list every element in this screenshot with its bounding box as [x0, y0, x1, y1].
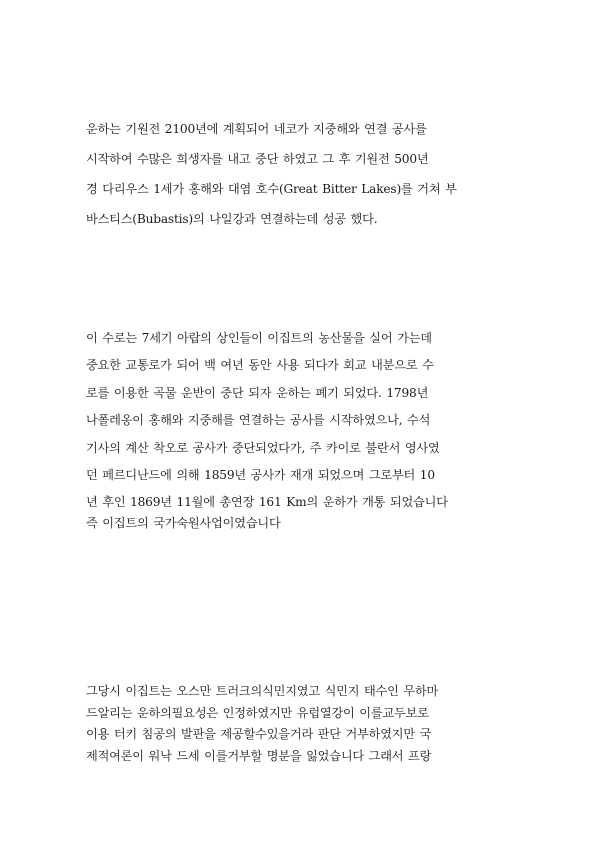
text-line: 경 다리우스 1세가 홍해와 대염 호수(Great Bitter Lakes)를 거쳐 부: [86, 182, 457, 196]
text-line: 로를 이용한 곡물 운반이 중단 되자 운하는 폐기 되었다. 1798년: [86, 385, 429, 400]
text-line: 중요한 교통로가 되어 백 여년 동안 사용 되다가 회교 내분으로 수: [86, 358, 434, 373]
text-line: 이 수로는 7세기 아랍의 상인들이 이집트의 농산물을 실어 가는데: [86, 331, 432, 345]
paragraph-canal-reconstruction: [86, 325, 512, 537]
paragraph-ottoman-era: [86, 681, 512, 767]
text-line: 즉 이집트의 국가숙원사업이였습니다: [86, 515, 281, 530]
text-line: 시작하여 수많은 희생자를 내고 중단 하였고 그 후 기원전 500년: [86, 152, 429, 166]
text-line: 바스티스(Bubastis)의 나일강과 연결하는데 성공 했다.: [86, 212, 378, 226]
text-line: 드알리는 운하의필요성은 인정하였지만 유럽열강이 이를교두보로: [86, 705, 429, 720]
text-line: 던 페르디난드에 의해 1859년 공사가 재개 되었으며 그로부터 10: [86, 468, 435, 483]
text-line: 이용 터키 침공의 발판을 제공할수있을거라 판단 거부하였지만 국: [86, 727, 432, 741]
text-line: 운하는 기원전 2100년에 계획되어 네코가 지중해와 연결 공사를: [86, 122, 427, 136]
text-line: 제적여론이 워낙 드세 이를거부할 명분을 잃었습니다 그래서 프랑: [86, 748, 432, 763]
text-line: 년 후인 1869년 11월에 총연장 161 Km의 운하가 개통 되었습니다: [86, 495, 448, 510]
text-line: 그당시 이집트는 오스만 트러크의식민지였고 식민지 태수인 무하마: [86, 684, 439, 698]
text-line: 기사의 계산 착오로 공사가 중단되었다가, 주 카이로 불란서 영사였: [86, 440, 440, 455]
paragraph-canal-history: [86, 114, 512, 234]
text-line: 나폴레옹이 홍해와 지중해를 연결하는 공사를 시작하였으나, 수석: [86, 413, 431, 428]
